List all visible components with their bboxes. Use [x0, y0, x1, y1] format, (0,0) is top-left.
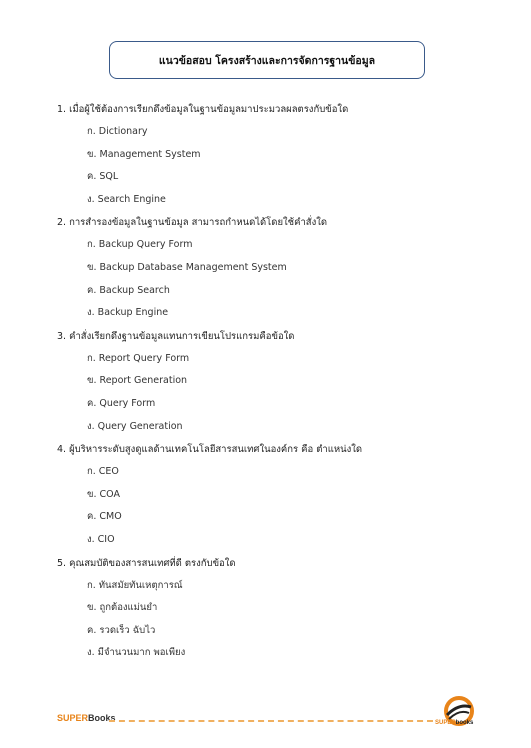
answer-option: ง. Query Generation — [87, 420, 183, 432]
answer-option: ข. Report Generation — [87, 375, 188, 387]
answer-option: ค. SQL — [87, 171, 119, 183]
answer-option: ก. ทันสมัยทันเหตุการณ์ — [87, 579, 183, 591]
question-text: 1. เมื่อผู้ใช้ต้องการเรียกดึงข้อมูลในฐานข้อมูลมาประมวลผลตรงกับข้อใด — [57, 104, 349, 115]
superbooks-logo-icon — [437, 689, 481, 733]
answer-option: ข. Management System — [87, 148, 201, 160]
footer-logo-accent: SUPER — [435, 720, 456, 726]
page-title: แนวข้อสอบ โครงสร้างและการจัดการฐานข้อมูล — [158, 54, 376, 67]
answer-option: ก. Backup Query Form — [87, 239, 193, 251]
footer-divider — [109, 720, 433, 722]
answer-option: ค. รวดเร็ว ฉับไว — [87, 624, 156, 636]
page-title-box — [109, 41, 425, 79]
question-block — [57, 438, 487, 551]
answer-option: ข. Backup Database Management System — [87, 261, 287, 273]
footer-brand-accent: SUPER — [57, 713, 89, 723]
answer-option: ง. Backup Engine — [87, 307, 169, 319]
question-block — [57, 325, 487, 438]
answer-option: ง. CIO — [87, 533, 115, 545]
question-text: 5. คุณสมบัติของสารสนเทศที่ดี ตรงกับข้อใด — [57, 557, 236, 569]
answer-option: ค. Query Form — [87, 397, 156, 409]
question-text: 2. การสำรองข้อมูลในฐานข้อมูล สามารถกำหนดได้โดยใช้คำสั่งใด — [57, 217, 328, 229]
answer-option: ข. ถูกต้องแม่นยำ — [87, 602, 158, 614]
answer-option: ข. COA — [87, 488, 120, 500]
question-list — [57, 98, 487, 665]
footer-brand — [57, 713, 116, 723]
answer-option: ง. มีจำนวนมาก พอเพียง — [87, 647, 186, 659]
answer-option: ง. Search Engine — [87, 193, 166, 205]
question-text: 4. ผู้บริหารระดับสูงดูแลด้านเทคโนโลยีสารสนเทศในองค์กร คือ ตำแหน่งใด — [57, 444, 363, 456]
footer-logo-rest: books — [455, 720, 474, 726]
question-text: 3. คำสั่งเรียกดึงฐานข้อมูลแทนการเขียนโปรแกรมคือข้อใด — [57, 330, 295, 342]
question-block — [57, 552, 487, 665]
page-footer — [57, 711, 487, 731]
answer-option: ค. Backup Search — [87, 284, 170, 296]
question-block — [57, 98, 487, 211]
answer-option: ค. CMO — [87, 511, 122, 523]
footer-brand-rest: Books — [88, 713, 116, 723]
answer-option: ก. Dictionary — [87, 126, 148, 137]
footer-logo-text — [435, 720, 473, 726]
answer-option: ก. Report Query Form — [87, 352, 190, 364]
answer-option: ก. CEO — [87, 466, 119, 478]
question-block — [57, 211, 487, 324]
